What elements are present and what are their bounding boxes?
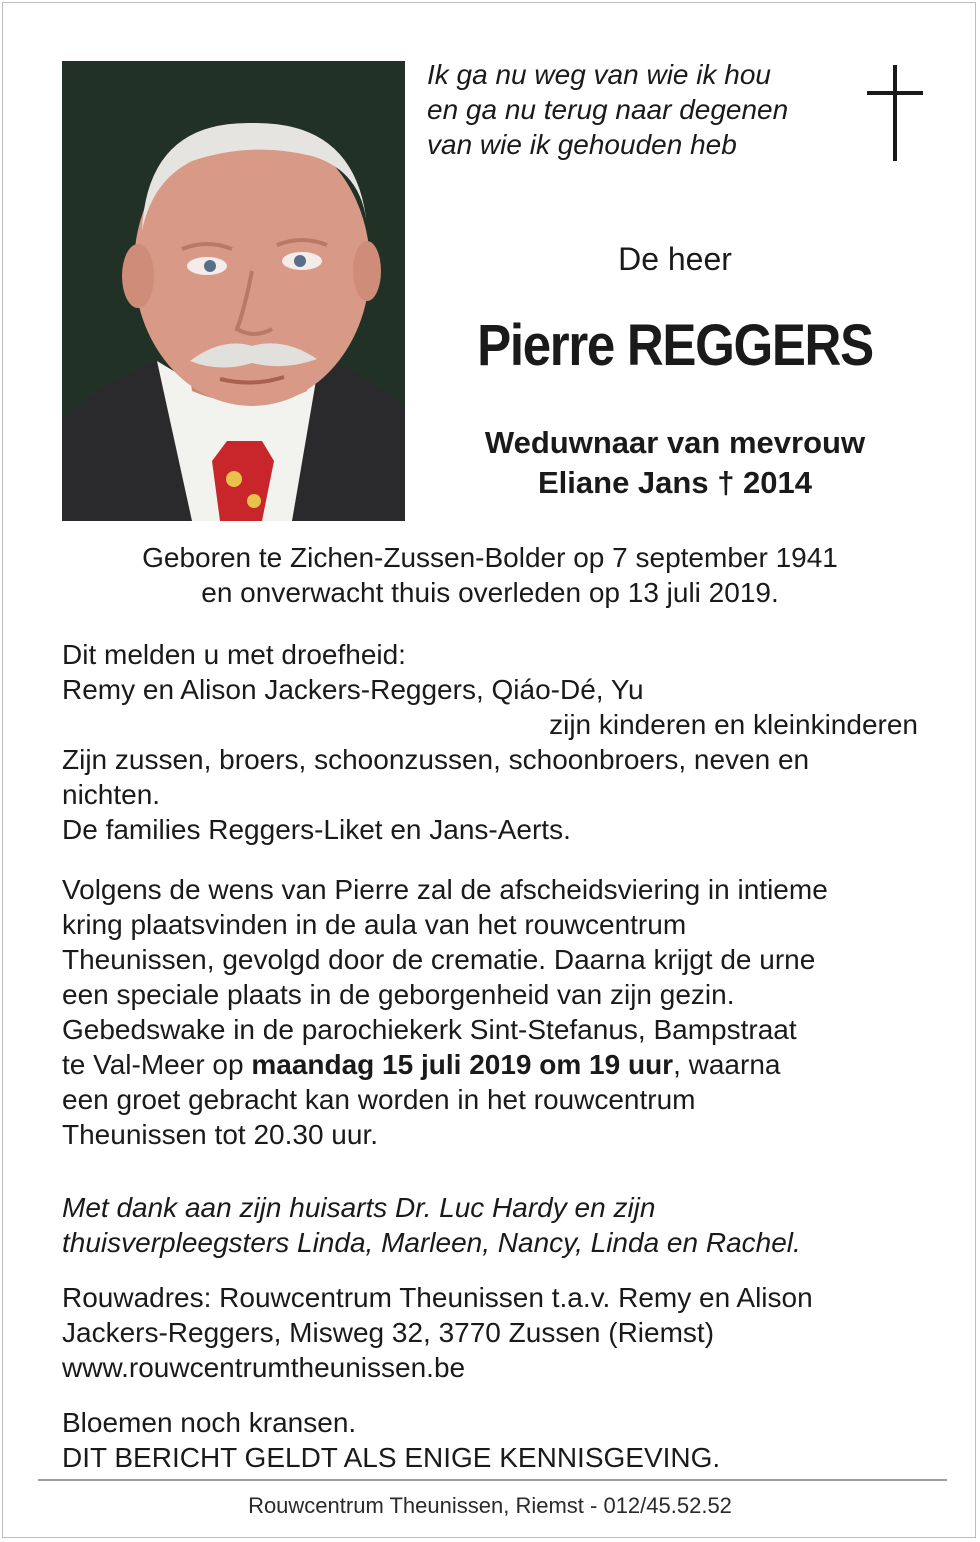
ceremony-line: Volgens de wens van Pierre zal de afscheidsviering in intieme (62, 874, 828, 905)
closing-line: Bloemen noch kransen. (62, 1407, 357, 1438)
children-names: Remy en Alison Jackers-Reggers, Qiáo-Dé, Yu (62, 674, 644, 705)
widower-note (427, 423, 923, 503)
announcement-intro: Dit melden u met droefheid: (62, 639, 406, 670)
website-link[interactable]: www.rouwcentrumtheunissen.be (62, 1352, 466, 1383)
poem-line: van wie ik gehouden heb (427, 129, 737, 160)
ceremony-line: Theunissen, gevolgd door de crematie. Daarna krijgt de urne (62, 944, 816, 975)
ceremony-text: te Val-Meer op (62, 1049, 252, 1080)
poem-line: en ga nu terug naar degenen (427, 94, 789, 125)
ceremony-line (62, 1047, 932, 1082)
ceremony-line: een groet gebracht kan worden in het rouwcentrum (62, 1084, 696, 1115)
widower-line: Eliane Jans † 2014 (537, 465, 813, 500)
portrait-illustration (62, 61, 405, 521)
portrait-photo (62, 61, 405, 521)
birth-line: Geboren te Zichen-Zussen-Bolder op 7 september 1941 (142, 542, 838, 573)
closing-line: DIT BERICHT GELDT ALS ENIGE KENNISGEVING. (62, 1442, 721, 1473)
ceremony-line: een speciale plaats in de geborgenheid van zijn gezin. (62, 979, 735, 1010)
obituary-card (2, 2, 976, 1538)
address-line: Jackers-Reggers, Misweg 32, 3770 Zussen (Riemst) (62, 1317, 715, 1348)
latin-cross-icon (867, 65, 923, 161)
ceremony-line: Theunissen tot 20.30 uur. (62, 1119, 378, 1150)
footer-divider (38, 1479, 947, 1481)
deceased-name: Pierre REGGERS (477, 313, 873, 378)
mourning-address (62, 1280, 932, 1385)
ceremony-line: Gebedswake in de parochiekerk Sint-Stefanus, Bampstraat (62, 1014, 797, 1045)
children-relation: zijn kinderen en kleinkinderen (549, 709, 918, 740)
ceremony-text: , waarna (673, 1049, 781, 1080)
poem-line: Ik ga nu weg van wie ik hou (427, 59, 771, 90)
thanks-line: Met dank aan zijn huisarts Dr. Luc Hardy en zijn (62, 1192, 656, 1223)
widower-line: Weduwnaar van mevrouw (484, 425, 866, 460)
poem (427, 57, 788, 162)
salutation: De heer (618, 241, 732, 277)
ceremony-info (62, 872, 932, 1152)
siblings-line: nichten. (62, 779, 161, 810)
families-line: De families Reggers-Liket en Jans-Aerts. (62, 814, 571, 845)
closing-note (62, 1405, 932, 1475)
address-line: Rouwadres: Rouwcentrum Theunissen t.a.v. Remy en Alison (62, 1282, 813, 1313)
thanks-note (62, 1190, 932, 1260)
birth-death-info (3, 540, 977, 610)
thanks-line: thuisverpleegsters Linda, Marleen, Nancy, Linda en Rachel. (62, 1227, 801, 1258)
death-line: en onverwacht thuis overleden op 13 juli 2019. (201, 577, 779, 608)
ceremony-line: kring plaatsvinden in de aula van het rouwcentrum (62, 909, 687, 940)
vigil-date: maandag 15 juli 2019 om 19 uur (251, 1049, 674, 1080)
siblings-line: Zijn zussen, broers, schoonzussen, schoonbroers, neven en (62, 744, 810, 775)
announcement (62, 637, 932, 847)
footer-funeral-home: Rouwcentrum Theunissen, Riemst - 012/45.52.52 (248, 1493, 732, 1518)
